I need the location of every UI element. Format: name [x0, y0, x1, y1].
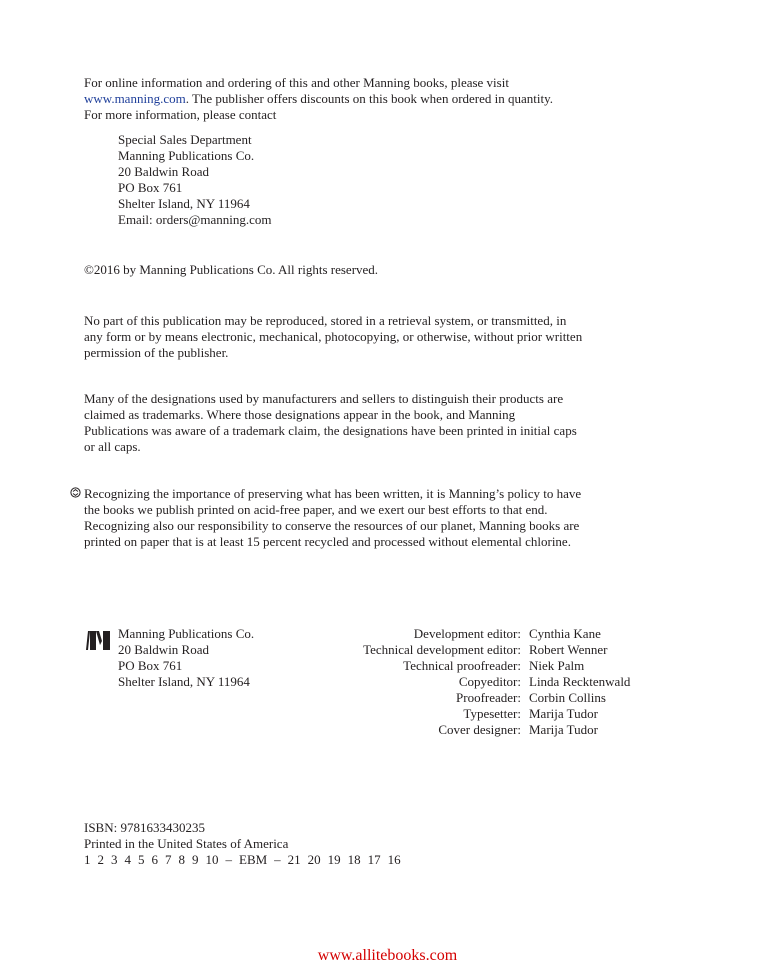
credit-role: Technical proofreader: — [403, 658, 521, 673]
print-number: – — [225, 852, 232, 867]
paper-paragraph — [84, 486, 644, 550]
print-number: 4 — [124, 852, 131, 867]
print-number: EBM — [239, 852, 268, 867]
credit-row — [330, 706, 630, 722]
address-line: Special Sales Department — [118, 132, 252, 147]
address-line: Manning Publications Co. — [118, 626, 255, 641]
credit-row — [330, 626, 630, 642]
credit-name: Cynthia Kane — [529, 626, 601, 641]
credit-row — [330, 658, 630, 674]
rights-paragraph — [84, 313, 644, 361]
print-number: 5 — [138, 852, 145, 867]
intro-block — [84, 75, 644, 123]
credit-role: Proofreader: — [456, 690, 521, 705]
intro-line-2 — [84, 91, 644, 107]
credit-name: Marija Tudor — [529, 706, 598, 721]
print-number: 21 — [287, 852, 301, 867]
print-number: – — [274, 852, 281, 867]
credit-name: Niek Palm — [529, 658, 585, 673]
paragraph-line: or all caps. — [84, 439, 141, 454]
print-number: 19 — [327, 852, 341, 867]
paragraph-line: Many of the designations used by manufacturers and sellers to distinguish their products are — [84, 391, 564, 406]
recycle-icon — [70, 487, 81, 498]
print-number: 3 — [111, 852, 118, 867]
print-number: 17 — [367, 852, 381, 867]
print-number: 1 — [84, 852, 91, 867]
credit-role: Cover designer: — [438, 722, 521, 737]
credits-list — [330, 626, 630, 738]
intro-line-1: For online information and ordering of this and other Manning books, please visit — [84, 75, 509, 90]
credit-row — [330, 674, 630, 690]
intro-line-2-rest: . The publisher offers discounts on this book when ordered in quantity. — [185, 91, 554, 106]
intro-line-3: For more information, please contact — [84, 107, 277, 122]
address-line: Manning Publications Co. — [118, 148, 255, 163]
print-number: 2 — [97, 852, 104, 867]
credit-name: Marija Tudor — [529, 722, 598, 737]
print-number: 7 — [165, 852, 172, 867]
paragraph-line: claimed as trademarks. Where those designations appear in the book, and Manning — [84, 407, 516, 422]
credit-name: Robert Wenner — [529, 642, 608, 657]
manning-website-link[interactable]: www.manning.com — [84, 91, 186, 106]
printed-in: Printed in the United States of America — [84, 836, 289, 851]
paragraph-line: No part of this publication may be reproduced, stored in a retrieval system, or transmitted, in — [84, 313, 567, 328]
address-line: Shelter Island, NY 11964 — [118, 196, 250, 211]
address-line: 20 Baldwin Road — [118, 164, 209, 179]
credit-role: Technical development editor: — [363, 642, 521, 657]
print-number: 20 — [307, 852, 321, 867]
credit-name: Linda Recktenwald — [529, 674, 631, 689]
address-line: 20 Baldwin Road — [118, 642, 209, 657]
print-number: 18 — [347, 852, 361, 867]
footer-link[interactable]: www.allitebooks.com — [317, 947, 458, 964]
address-line: PO Box 761 — [118, 180, 183, 195]
manning-logo-icon — [84, 629, 112, 651]
credit-row — [330, 690, 630, 706]
trademark-paragraph — [84, 391, 644, 455]
copyright-notice: ©2016 by Manning Publications Co. All rights reserved. — [84, 262, 379, 277]
paragraph-line: permission of the publisher. — [84, 345, 229, 360]
credit-row — [330, 722, 630, 738]
address-line: Email: orders@manning.com — [118, 212, 272, 227]
print-line — [84, 852, 644, 868]
print-number: 8 — [178, 852, 185, 867]
paragraph-line: printed on paper that is at least 15 percent recycled and processed without elemental chlorine. — [84, 534, 571, 549]
credit-name: Corbin Collins — [529, 690, 606, 705]
print-number: 16 — [387, 852, 401, 867]
isbn: ISBN: 9781633430235 — [84, 820, 205, 835]
credit-role: Copyeditor: — [458, 674, 521, 689]
print-number: 9 — [192, 852, 199, 867]
sales-address — [118, 132, 272, 228]
paragraph-line: Publications was aware of a trademark claim, the designations have been printed in initial caps — [84, 423, 577, 438]
credit-role: Typesetter: — [463, 706, 521, 721]
paragraph-line: Recognizing also our responsibility to conserve the resources of our planet, Manning books are — [84, 518, 580, 533]
paragraph-line: any form or by means electronic, mechanical, photocopying, or otherwise, without prior written — [84, 329, 583, 344]
credit-row — [330, 642, 630, 658]
print-number: 6 — [151, 852, 158, 867]
address-line: Shelter Island, NY 11964 — [118, 674, 250, 689]
paragraph-line: Recognizing the importance of preserving what has been written, it is Manning’s policy to have — [84, 486, 582, 501]
credit-role: Development editor: — [413, 626, 521, 641]
isbn-block — [84, 820, 644, 868]
address-line: PO Box 761 — [118, 658, 183, 673]
publisher-address — [118, 626, 254, 690]
print-number: 10 — [205, 852, 219, 867]
paragraph-line: the books we publish printed on acid-free paper, and we exert our best efforts to that end. — [84, 502, 548, 517]
